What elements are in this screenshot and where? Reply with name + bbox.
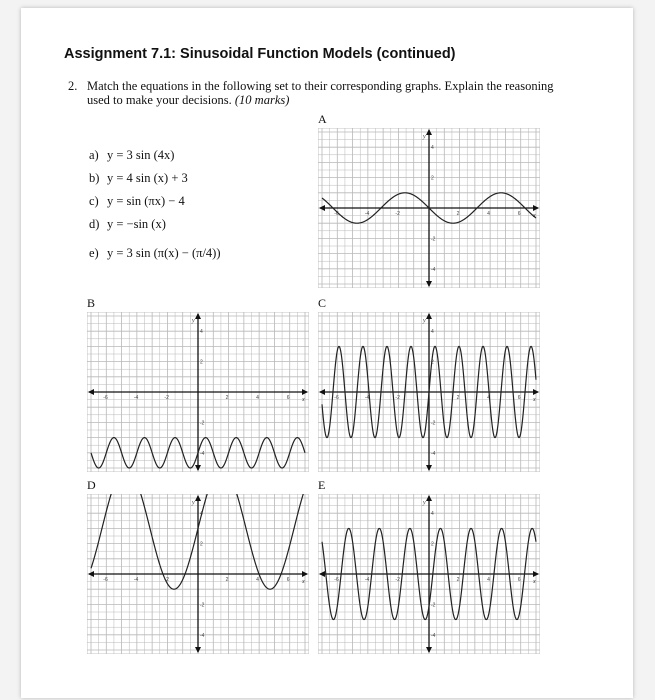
y-tick-label: -2 [431,236,436,243]
equation-label: b) [89,171,100,185]
equation-text: y = 3 sin (4x) [107,148,175,162]
y-tick-label: 2 [431,175,434,182]
x-tick-label: -6 [103,577,108,583]
equation-label: e) [89,246,99,260]
y-tick-label: 2 [431,541,434,548]
y-tick-label: -4 [200,450,205,457]
question-marks: (10 marks) [234,93,290,107]
y-tick-label: 2 [431,359,434,366]
y-tick-label: 4 [200,329,203,336]
y-axis-label: y [192,318,195,324]
question-body: Match the equations in the following set to their corresponding graphs. Explain the reasoning used to make your decisions. [87,79,554,107]
graph-d [87,494,309,654]
graph-plot [87,494,309,654]
y-tick-label: 4 [431,329,434,336]
question-number: 2. [68,79,78,93]
y-tick-label: -4 [431,632,436,639]
x-axis-label: x [533,579,536,585]
y-tick-label: 4 [431,145,434,152]
assignment-title: Assignment 7.1: Sinusoidal Function Models (continued) [64,46,456,62]
equation-a [89,148,174,163]
x-tick-label: -6 [334,211,339,217]
x-tick-label: 6 [286,395,290,401]
x-tick-label: 2 [456,211,460,217]
y-tick-label: 4 [200,511,203,518]
y-axis-label: y [423,134,426,140]
x-tick-label: 6 [286,577,290,583]
x-tick-label: 4 [487,211,490,217]
x-tick-label: -4 [133,577,139,583]
graph-e [318,494,540,654]
x-tick-label: 2 [456,577,460,583]
worksheet-page [21,8,633,698]
x-axis-label: x [533,213,536,219]
graph-plot [318,312,540,472]
x-tick-label: -2 [395,577,400,583]
x-tick-label: 4 [487,577,490,583]
x-tick-label: -6 [103,395,108,401]
x-tick-label: 4 [256,395,259,401]
graph-a [318,128,540,288]
graph-a-label: A [318,112,327,126]
graph-e-label: E [318,478,326,492]
x-tick-label: -2 [164,395,169,401]
equation-d [89,217,166,232]
graph-c [318,312,540,472]
equation-label: a) [89,148,99,162]
x-tick-label: -4 [364,395,370,401]
x-axis-label: x [533,397,536,403]
graph-plot [318,128,540,288]
y-tick-label: -4 [431,266,436,273]
y-axis-label: y [423,318,426,324]
x-tick-label: -4 [364,577,370,583]
x-tick-label: 4 [487,395,490,401]
x-tick-label: 2 [456,395,460,401]
equation-c [89,194,185,209]
x-tick-label: 6 [517,577,521,583]
equation-text: y = −sin (x) [107,217,166,231]
x-tick-label: -4 [133,395,139,401]
equation-text: y = 3 sin (π(x) − (π/4)) [107,246,221,260]
y-tick-label: 2 [200,359,203,366]
graph-c-label: C [318,296,327,310]
y-tick-label: -4 [431,450,436,457]
y-axis-label: y [423,500,426,506]
graph-d-label: D [87,478,96,492]
x-tick-label: 2 [225,577,229,583]
graph-b [87,312,309,472]
y-tick-label: -2 [200,602,205,609]
x-tick-label: -6 [334,395,339,401]
y-axis-label: y [192,500,195,506]
x-axis-label: x [302,397,305,403]
y-tick-label: 4 [431,511,434,518]
y-tick-label: -2 [431,420,436,427]
equation-label: c) [89,194,99,208]
x-axis-label: x [302,579,305,585]
x-tick-label: 6 [517,211,521,217]
y-tick-label: -2 [431,602,436,609]
question-text [87,79,572,107]
x-tick-label: 6 [517,395,521,401]
graph-plot [318,494,540,654]
x-tick-label: -4 [364,211,370,217]
equation-b [89,171,188,186]
x-tick-label: 4 [256,577,259,583]
y-tick-label: -2 [200,420,205,427]
y-tick-label: 2 [200,541,203,548]
x-tick-label: -2 [395,395,400,401]
equation-e [89,246,221,261]
x-tick-label: -2 [395,211,400,217]
x-tick-label: -6 [334,577,339,583]
graph-plot [87,312,309,472]
graph-b-label: B [87,296,96,310]
x-tick-label: -2 [164,577,169,583]
y-tick-label: -4 [200,632,205,639]
x-tick-label: 2 [225,395,229,401]
equation-label: d) [89,217,100,231]
equation-text: y = sin (πx) − 4 [107,194,185,208]
equation-text: y = 4 sin (x) + 3 [107,171,188,185]
